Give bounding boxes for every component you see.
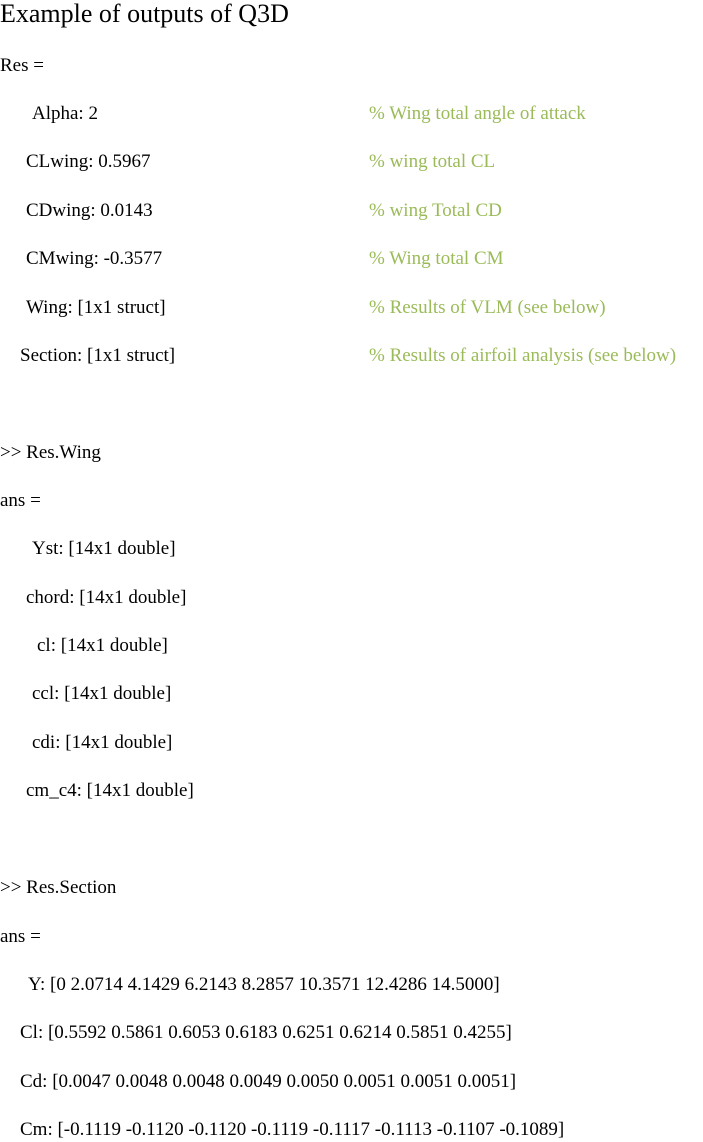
wing-command: >> Res.Wing [0, 442, 101, 463]
res-field-clwing: CLwing: 0.5967 [26, 151, 151, 172]
wing-field-chord: chord: [14x1 double] [26, 587, 187, 608]
res-field-alpha: Alpha: 2 [32, 103, 98, 124]
section-command: >> Res.Section [0, 877, 117, 898]
page-title: Example of outputs of Q3D [0, 0, 289, 28]
wing-field-cm-c4: cm_c4: [14x1 double] [26, 780, 194, 801]
section-field-cd: Cd: [0.0047 0.0048 0.0048 0.0049 0.0050 0.0051 0.0051 0.0051] [20, 1071, 517, 1092]
wing-field-cl: cl: [14x1 double] [37, 635, 168, 656]
res-field-cmwing: CMwing: -0.3577 [26, 248, 163, 269]
section-ans: ans = [0, 926, 41, 947]
wing-ans: ans = [0, 490, 41, 511]
res-comment-clwing: % wing total CL [369, 151, 496, 172]
section-field-cm: Cm: [-0.1119 -0.1120 -0.1120 -0.1119 -0.1117 -0.1113 -0.1107 -0.1089] [20, 1119, 565, 1140]
res-header: Res = [0, 55, 44, 76]
section-field-cl: Cl: [0.5592 0.5861 0.6053 0.6183 0.6251 0.6214 0.5851 0.4255] [20, 1022, 512, 1043]
wing-field-yst: Yst: [14x1 double] [32, 538, 176, 559]
res-comment-cdwing: % wing Total CD [369, 200, 502, 221]
wing-field-cdi: cdi: [14x1 double] [32, 732, 173, 753]
res-comment-cmwing: % Wing total CM [369, 248, 504, 269]
res-field-cdwing: CDwing: 0.0143 [26, 200, 153, 221]
res-comment-wing: % Results of VLM (see below) [369, 297, 606, 318]
wing-field-ccl: ccl: [14x1 double] [32, 683, 172, 704]
res-comment-section: % Results of airfoil analysis (see below) [369, 345, 677, 366]
res-comment-alpha: % Wing total angle of attack [369, 103, 586, 124]
res-field-wing: Wing: [1x1 struct] [26, 297, 166, 318]
res-field-section: Section: [1x1 struct] [20, 345, 176, 366]
section-field-y: Y: [0 2.0714 4.1429 6.2143 8.2857 10.3571 12.4286 14.5000] [28, 974, 500, 995]
